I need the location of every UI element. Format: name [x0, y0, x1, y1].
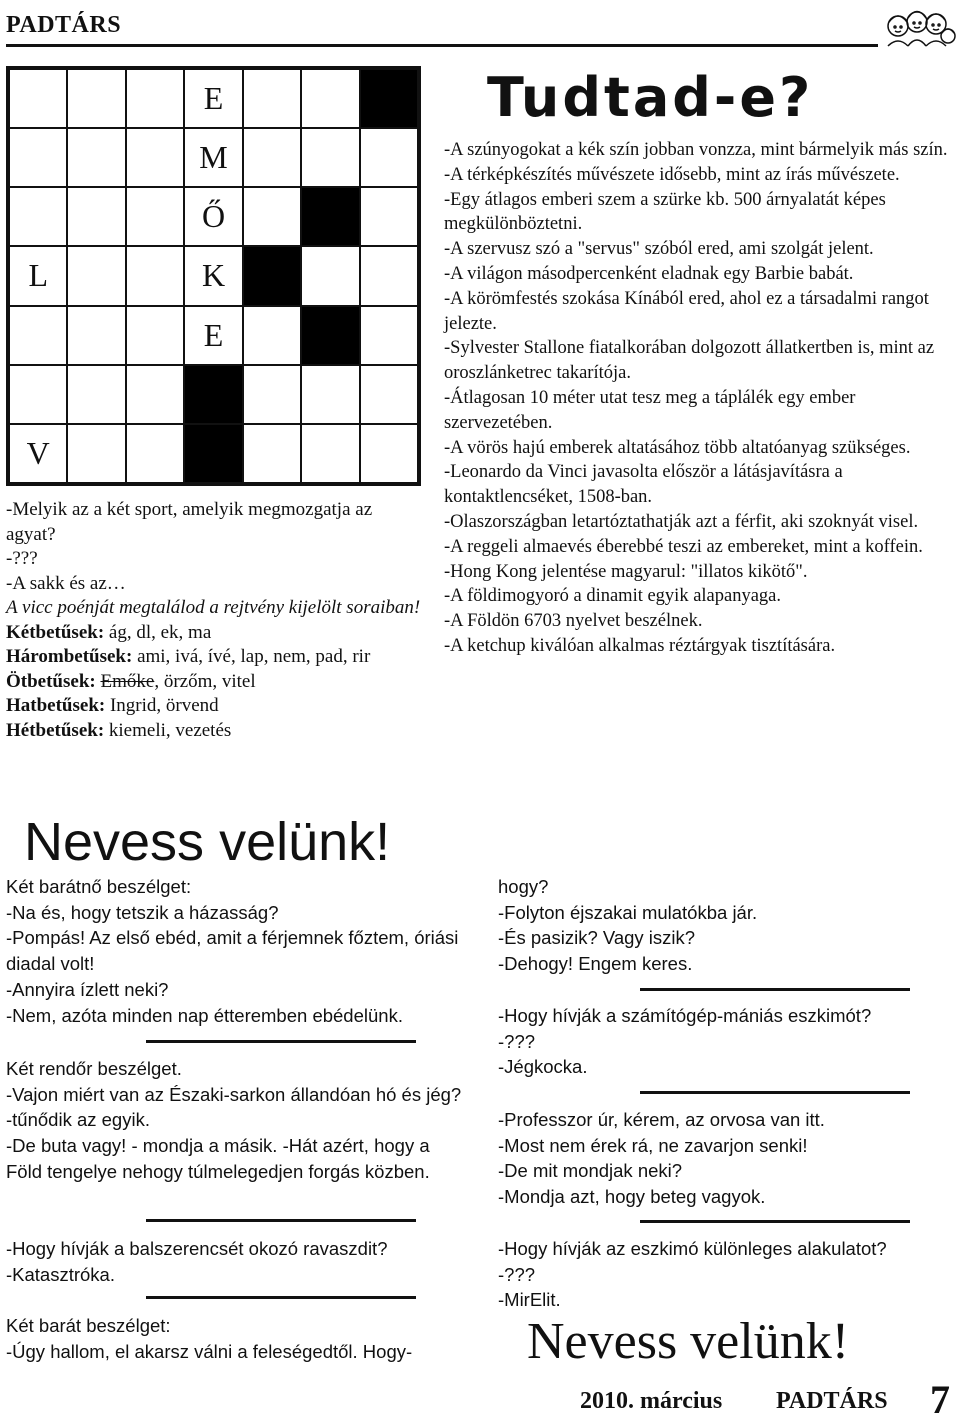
- crossword-black-cell: [360, 69, 418, 128]
- header-rule: [6, 44, 878, 47]
- joke-line: -Annyira ízlett neki?: [6, 978, 169, 1000]
- fact-item: -Hong Kong jelentése magyarul: "illatos kikötő".: [444, 561, 808, 582]
- word-list-2: [6, 621, 421, 646]
- crossword-cell: [9, 365, 67, 424]
- footer-title: PADTÁRS: [776, 1388, 888, 1414]
- page-number: 7: [930, 1377, 950, 1422]
- joke-line: -Hogy hívják a számítógép-mániás eszkimót?: [498, 1005, 872, 1026]
- crossword-cell: E: [184, 306, 242, 365]
- joke-block-5: [498, 874, 953, 977]
- crossword-cell: [301, 246, 359, 305]
- jokes-heading-footer: Nevess velünk!: [527, 1313, 850, 1370]
- fact-item: -Átlagosan 10 méter utat tesz meg a táplálék egy ember szervezetében.: [444, 387, 856, 433]
- joke-block-7: [498, 1107, 953, 1210]
- issue-date: 2010. március: [580, 1388, 723, 1414]
- word-list-3: [6, 645, 421, 670]
- joke-line: -Most nem érek rá, ne zavarjon senki!: [498, 1134, 808, 1156]
- crossword-cell: [67, 246, 125, 305]
- puzzle-text: [6, 498, 421, 743]
- crossword-black-cell: [184, 424, 242, 483]
- word-list-label: Ötbetűsek:: [6, 670, 96, 692]
- joke-block-2: [6, 1056, 466, 1185]
- crossword-cell: [67, 306, 125, 365]
- crossword-cell: [126, 365, 184, 424]
- crossword-cell: K: [184, 246, 242, 305]
- crossword-cell: [243, 69, 301, 128]
- joke-separator: [146, 1040, 416, 1043]
- joke-separator: [640, 988, 910, 991]
- fact-item: -A körömfestés szokása Kínából ered, ahol ez a társadalmi rangot jelezte.: [444, 288, 929, 334]
- joke-line: -Hogy hívják a balszerencsét okozó ravaszdit?: [6, 1238, 388, 1259]
- joke-block-6: [498, 1003, 953, 1080]
- crossword-cell: [243, 365, 301, 424]
- puzzle-question: -Melyik az a két sport, amelyik megmozgatja az agyat?: [6, 499, 373, 545]
- fact-item: -A földimogyoró a dinamit egyik alapanyaga.: [444, 586, 782, 607]
- joke-line: -MirElit.: [498, 1289, 561, 1311]
- joke-line: Két rendőr beszélget.: [6, 1058, 182, 1079]
- word-list-words: , örzőm, vitel: [154, 670, 256, 692]
- crossword-black-cell: [301, 187, 359, 246]
- crossword-black-cell: [184, 365, 242, 424]
- word-list-label: Kétbetűsek:: [6, 621, 105, 643]
- masthead-title: PADTÁRS: [6, 12, 122, 38]
- crossword-cell: [126, 246, 184, 305]
- word-list-words: ami, ivá, ívé, lap, nem, pad, rir: [137, 646, 371, 667]
- fact-item: -Leonardo da Vinci javasolta először a látásjavításra a kontaktlencséket, 1508-ban.: [444, 462, 843, 508]
- children-illustration: [884, 2, 956, 48]
- joke-line: -Jégkocka.: [498, 1056, 588, 1078]
- word-list-label: Hárombetűsek:: [6, 646, 133, 667]
- jokes-heading: Nevess velünk!: [24, 812, 391, 872]
- joke-line: -De mit mondjak neki?: [498, 1160, 683, 1182]
- crossword-cell: [360, 246, 418, 305]
- joke-line: -Na és, hogy tetszik a házasság?: [6, 901, 279, 923]
- joke-block-8: [498, 1236, 953, 1313]
- word-list-words: ág, dl, ek, ma: [108, 621, 212, 643]
- fact-item: -A szúnyogokat a kék szín jobban vonzza, mint bármelyik más szín.: [444, 140, 948, 160]
- crossword-cell: M: [184, 128, 242, 187]
- fact-item: -Sylvester Stallone fiatalkorában dolgozott állatkertben is, mint az oroszlánketrec takarítója.: [444, 338, 935, 384]
- crossword-cell: E: [184, 69, 242, 128]
- crossword-cell: [126, 187, 184, 246]
- joke-line: -Katasztróka.: [6, 1263, 115, 1285]
- fact-item: -Olaszországban letartóztathatják azt a férfit, aki szoknyát visel.: [444, 511, 919, 532]
- crossword-cell: [9, 306, 67, 365]
- struck-word: Emőke: [100, 670, 155, 692]
- joke-separator: [640, 1220, 910, 1223]
- crossword-cell: [126, 69, 184, 128]
- joke-line: -Nem, azóta minden nap étteremben ebédelünk.: [6, 1004, 403, 1026]
- crossword-cell: Ő: [184, 187, 242, 246]
- joke-line: -Hogy hívják az eszkimó különleges alakulatot?: [498, 1238, 887, 1259]
- crossword-black-cell: [243, 246, 301, 305]
- puzzle-answer: -A sakk és az…: [6, 572, 126, 594]
- joke-line: -???: [498, 1030, 536, 1052]
- fact-item: -A vörös hajú emberek altatásához több altatóanyag szükséges.: [444, 437, 911, 458]
- crossword-black-cell: [301, 306, 359, 365]
- joke-line: Két barát beszélget:: [6, 1315, 171, 1336]
- crossword-grid: [6, 66, 421, 486]
- word-list-label: Hétbetűsek:: [6, 719, 105, 741]
- crossword-cell: L: [9, 246, 67, 305]
- joke-line: -De buta vagy! - mondja a másik. -Hát azért, hogy a Föld tengelye nehogy túlmelegedjen forgás közben.: [6, 1135, 430, 1182]
- crossword-cell: [301, 69, 359, 128]
- crossword-cell: [126, 424, 184, 483]
- crossword-cell: [360, 128, 418, 187]
- word-list-words: kiemeli, vezetés: [108, 719, 232, 741]
- word-list-5: [6, 670, 421, 695]
- crossword-cell: [126, 128, 184, 187]
- crossword-cell: [301, 128, 359, 187]
- crossword-cell: [360, 365, 418, 424]
- joke-block-4: [6, 1313, 476, 1364]
- fact-item: -Egy átlagos emberi szem a szürke kb. 500 árnyalatát képes megkülönböztetni.: [444, 189, 886, 235]
- crossword-cell: [301, 424, 359, 483]
- fact-item: -A reggeli almaevés éberebbé teszi az embereket, mint a koffein.: [444, 536, 923, 557]
- word-list-words: Ingrid, örvend: [109, 695, 219, 716]
- crossword-cell: [67, 187, 125, 246]
- crossword-cell: [67, 424, 125, 483]
- fact-item: -A ketchup kiválóan alkalmas réztárgyak tisztítására.: [444, 635, 836, 656]
- joke-line: Két barátnő beszélget:: [6, 876, 192, 897]
- joke-separator: [640, 1091, 910, 1094]
- joke-line: -Mondja azt, hogy beteg vagyok.: [498, 1186, 766, 1208]
- crossword-cell: [67, 69, 125, 128]
- joke-line: -???: [498, 1263, 536, 1285]
- crossword-cell: [9, 69, 67, 128]
- crossword-cell: [126, 306, 184, 365]
- crossword-cell: [243, 128, 301, 187]
- joke-line: -Professzor úr, kérem, az orvosa van itt.: [498, 1109, 825, 1130]
- joke-line: -Dehogy! Engem keres.: [498, 953, 693, 975]
- crossword-cell: [360, 187, 418, 246]
- joke-line: -És pasizik? Vagy iszik?: [498, 927, 696, 949]
- joke-line: -Folyton éjszakai mulatókba jár.: [498, 901, 758, 923]
- crossword-cell: [67, 128, 125, 187]
- fact-item: -A világon másodpercenként eladnak egy Barbie babát.: [444, 263, 854, 284]
- facts-list: [444, 138, 954, 659]
- crossword-cell: [243, 306, 301, 365]
- crossword-cell: [301, 365, 359, 424]
- crossword-cell: [360, 424, 418, 483]
- joke-block-1: [6, 874, 466, 1028]
- crossword-cell: [67, 365, 125, 424]
- joke-block-3: [6, 1236, 466, 1287]
- crossword-cell: V: [9, 424, 67, 483]
- joke-line: -Vajon miért van az Északi-sarkon állandóan hó és jég? -tűnődik az egyik.: [6, 1083, 462, 1131]
- crossword-cell: [9, 128, 67, 187]
- fact-item: -A Földön 6703 nyelvet beszélnek.: [444, 611, 703, 632]
- joke-separator: [146, 1219, 416, 1222]
- crossword-cell: [360, 306, 418, 365]
- puzzle-hint: A vicc poénját megtalálod a rejtvény kijelölt soraiban!: [6, 597, 421, 618]
- fact-item: -A térképkészítés művészete idősebb, mint az írás művészete.: [444, 164, 900, 185]
- word-list-7: [6, 719, 421, 744]
- word-list-label: Hatbetűsek:: [6, 695, 106, 716]
- fact-item: -A szervusz szó a "servus" szóból ered, ami szolgát jelent.: [444, 239, 874, 260]
- crossword-cell: [243, 424, 301, 483]
- puzzle-answer-placeholder: -???: [6, 548, 38, 569]
- joke-line: -Pompás! Az első ebéd, amit a férjemnek főztem, óriási diadal volt!: [6, 927, 459, 975]
- joke-separator: [146, 1296, 416, 1299]
- joke-line: -Úgy hallom, el akarsz válni a feleségedtől. Hogy-: [6, 1340, 413, 1362]
- facts-heading: Tudtad-e?: [487, 66, 814, 129]
- word-list-6: [6, 694, 421, 719]
- crossword-cell: [243, 187, 301, 246]
- joke-line: hogy?: [498, 876, 549, 897]
- crossword-cell: [9, 187, 67, 246]
